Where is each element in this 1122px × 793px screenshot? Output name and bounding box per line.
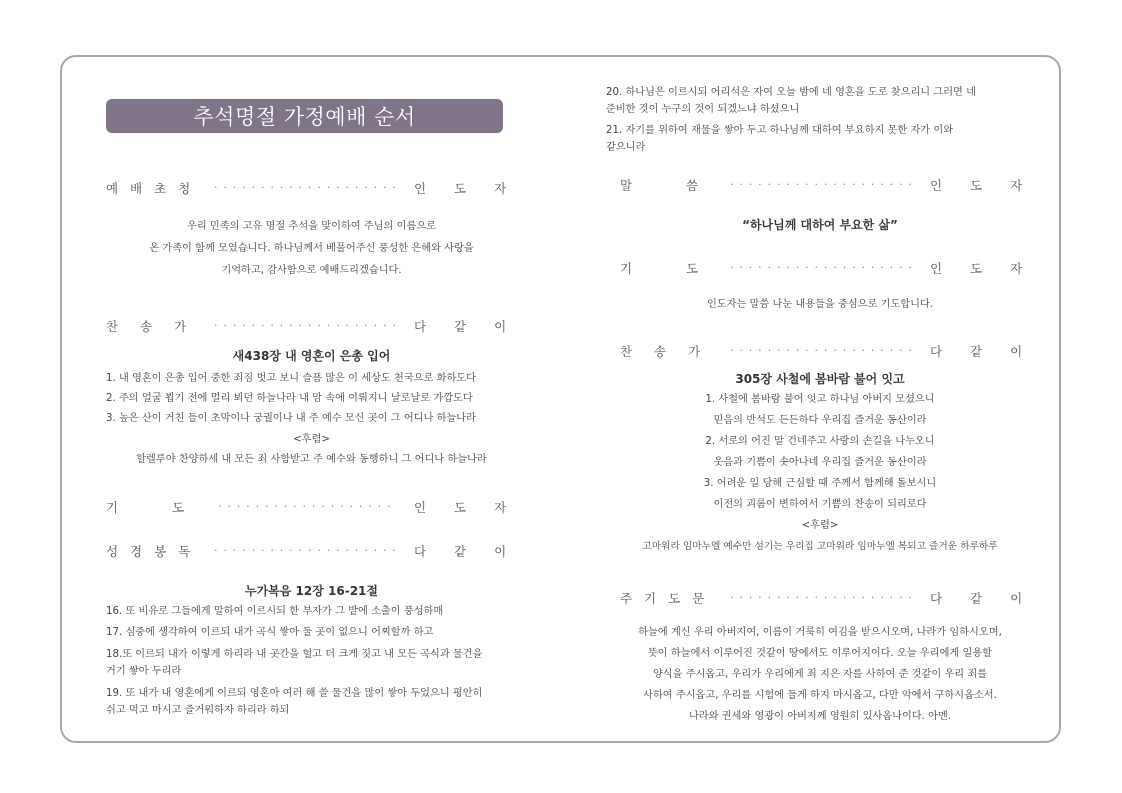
hymn2-line-2: 믿음의 반석도 든든하다 우리집 즐거운 동산이라 bbox=[713, 415, 927, 426]
scripture-reading-label: 성 경 봉 독 bbox=[106, 544, 195, 559]
title-text: 추석명절 가정예배 순서 bbox=[193, 105, 416, 129]
hymn-refrain-label: <후렴> bbox=[293, 434, 330, 445]
scripture-line-20a: 20. 하나님은 이르시되 어리석은 자여 오늘 밤에 네 영혼을 도로 찾으리니 그러면 네 bbox=[606, 87, 976, 98]
hymn-leader: 다 같 이 bbox=[414, 319, 507, 334]
scripture-reading-dots: · · · · · · · · · · · · · · · · · · · · bbox=[214, 544, 398, 557]
hymn-line-1: 1. 내 영혼이 은총 입어 중한 죄짐 벗고 보니 슬픔 많은 이 세상도 천국으로 화하도다 bbox=[106, 373, 476, 384]
lords-prayer-label: 주 기 도 문 bbox=[620, 591, 709, 606]
prayer-leader: 인 도 자 bbox=[414, 500, 507, 515]
hymn-refrain: 할렐루야 찬양하세 내 모든 죄 사함받고 주 예수와 동행하니 그 어디나 하늘나라 bbox=[136, 454, 487, 465]
hymn-label: 찬 송 가 bbox=[106, 319, 187, 334]
prayer-label: 기 도 bbox=[106, 500, 185, 515]
hymn-line-2: 2. 주의 얼굴 뵙기 전에 멀리 뵈던 하늘나라 내 맘 속에 이뤄지니 날로날로 가깝도다 bbox=[106, 393, 473, 404]
call-text-2: 온 가족이 함께 모였습니다. 하나님께서 베풀어주신 풍성한 은혜와 사랑을 bbox=[149, 243, 474, 254]
prayer2-label: 기 도 bbox=[620, 261, 699, 276]
lords-prayer-line-1: 하늘에 계신 우리 아버지여, 이름이 거룩히 여김을 받으시오며, 나라가 임하시오며, bbox=[638, 627, 1002, 638]
sermon-title: “하나님께 대하여 부요한 삶” bbox=[742, 218, 898, 232]
scripture-reading-leader: 다 같 이 bbox=[414, 544, 507, 559]
hymn2-leader: 다 같 이 bbox=[930, 344, 1023, 359]
hymn-line-3: 3. 높은 산이 거친 들이 초막이나 궁궐이나 내 주 예수 모신 곳이 그 어디나 하늘나라 bbox=[106, 413, 476, 424]
scripture-title: 누가복음 12장 16-21절 bbox=[245, 584, 378, 598]
scripture-line-21b: 같으니라 bbox=[606, 142, 646, 153]
scripture-line-18a: 18.또 이르되 내가 이렇게 하리라 내 곳간을 헐고 더 크게 짓고 내 모든 곡식과 물건을 bbox=[106, 649, 483, 660]
lords-prayer-dots: · · · · · · · · · · · · · · · · · · · · bbox=[730, 591, 914, 604]
hymn2-line-1: 1. 사철에 봄바람 불어 잇고 하나님 아버지 모셨으니 bbox=[705, 394, 935, 405]
call-to-worship-dots: · · · · · · · · · · · · · · · · · · · · bbox=[214, 181, 398, 194]
hymn2-dots: · · · · · · · · · · · · · · · · · · · · bbox=[730, 344, 914, 357]
hymn2-refrain-label: <후렴> bbox=[801, 520, 839, 531]
call-to-worship-leader: 인 도 자 bbox=[414, 181, 507, 196]
hymn2-line-5: 3. 어려운 일 당해 근심할 때 주께서 함께해 돌보시니 bbox=[703, 478, 937, 489]
scripture-line-16: 16. 또 비유로 그들에게 말하여 이르시되 한 부자가 그 밭에 소출이 풍성하매 bbox=[106, 606, 444, 617]
lords-prayer-leader: 다 같 이 bbox=[930, 591, 1023, 606]
hymn2-label: 찬 송 가 bbox=[620, 344, 701, 359]
hymn2-line-4: 웃음과 기쁨이 솟아나네 우리집 즐거운 동산이라 bbox=[713, 457, 927, 468]
hymn-dots: · · · · · · · · · · · · · · · · · · · · bbox=[214, 319, 398, 332]
prayer-dots: · · · · · · · · · · · · · · · · · · · bbox=[218, 500, 392, 513]
scripture-line-18b: 거기 쌓아 두리라 bbox=[106, 666, 182, 677]
call-text-3: 기억하고, 감사함으로 예배드리겠습니다. bbox=[221, 265, 402, 276]
sermon-dots: · · · · · · · · · · · · · · · · · · · · bbox=[730, 178, 914, 191]
hymn2-title: 305장 사철에 봄바람 불어 잇고 bbox=[735, 372, 905, 386]
lords-prayer-line-3: 양식을 주시옵고, 우리가 우리에게 죄 지은 자를 사하여 준 것같이 우리 죄를 bbox=[652, 669, 988, 680]
scripture-line-19a: 19. 또 내가 내 영혼에게 이르되 영혼아 여러 해 쓸 물건을 많이 쌓아 두었으니 평안히 bbox=[106, 688, 483, 699]
scripture-line-21a: 21. 자기를 위하여 재물을 쌓아 두고 하나님께 대하여 부요하지 못한 자가 이와 bbox=[606, 125, 954, 136]
prayer2-dots: · · · · · · · · · · · · · · · · · · · · bbox=[730, 261, 914, 274]
hymn2-line-3: 2. 서로의 어진 말 건네주고 사랑의 손길을 나누오니 bbox=[705, 436, 935, 447]
call-text-1: 우리 민족의 고유 명절 추석을 맞이하여 주님의 이름으로 bbox=[186, 221, 436, 232]
lords-prayer-line-4: 사하여 주시옵고, 우리를 시험에 들게 하지 마시옵고, 다만 악에서 구하시옵소서. bbox=[643, 690, 997, 701]
prayer2-text: 인도자는 말씀 나눈 내용들을 중심으로 기도합니다. bbox=[706, 299, 934, 310]
call-to-worship-label: 예 배 초 청 bbox=[106, 181, 195, 196]
lords-prayer-line-5: 나라와 권세와 영광이 아버지께 영원히 있사옵나이다. 아멘. bbox=[688, 711, 952, 722]
hymn2-line-6: 이전의 괴롬이 변하여서 기쁨의 찬송이 되리로다 bbox=[713, 499, 927, 510]
scripture-line-19b: 쉬고 먹고 마시고 즐거워하자 하리라 하되 bbox=[106, 705, 290, 716]
lords-prayer-line-2: 뜻이 하늘에서 이루어진 것같이 땅에서도 이루어지이다. 오늘 우리에게 일용할 bbox=[647, 648, 993, 659]
hymn2-refrain: 고마워라 임마누엘 예수만 섬기는 우리집 고마워라 임마누엘 복되고 즐거운 하루하루 bbox=[642, 541, 998, 552]
prayer2-leader: 인 도 자 bbox=[930, 261, 1023, 276]
sermon-label: 말 씀 bbox=[620, 178, 699, 193]
page-title bbox=[106, 99, 503, 133]
scripture-line-20b: 준비한 것이 누구의 것이 되겠느냐 하셨으니 bbox=[606, 104, 800, 115]
scripture-line-17: 17. 심중에 생각하여 이르되 내가 곡식 쌓아 둘 곳이 없으니 어찌할까 하고 bbox=[106, 627, 434, 638]
sermon-leader: 인 도 자 bbox=[930, 178, 1023, 193]
hymn-title: 새438장 내 영혼이 은총 입어 bbox=[232, 349, 391, 363]
